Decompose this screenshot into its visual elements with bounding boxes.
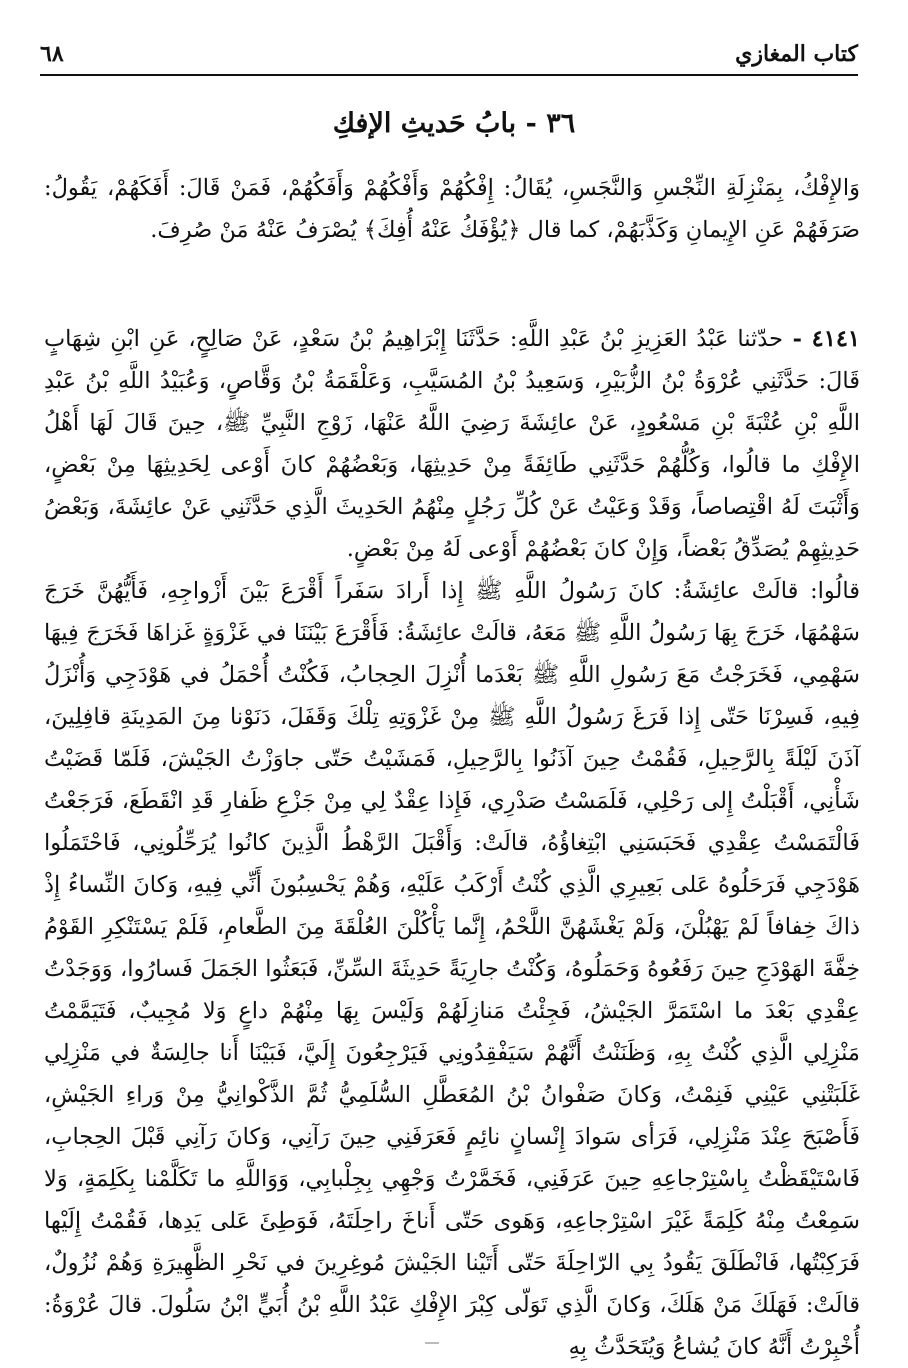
hadith-paragraph-narration: قالُوا: قالَتْ عائِشَةُ: كانَ رَسُولُ اللَّهِ ﷺ إِذا أَرادَ سَفَراً أَقْرَعَ بَيْنَ أَزْواجِهِ، فَأَيُّهُنَّ خَرَجَ سَهْمُهَا، خَرَجَ بِهَا رَسُولُ اللَّهِ ﷺ مَعَهُ، قالَتْ عائِشَةُ: فَأَقْرَعَ بَيْنَنَا في غَزْوَةٍ غَزاهَا فَخَرَجَ فِيهَا سَهْمِي، فَخَرَجْتُ مَعَ رَسُولِ اللَّهِ ﷺ بَعْدَما أُنْزِلَ الحِجابُ، فَكُنْتُ أُحْمَلُ في هَوْدَجِي وَأُنْزَلُ فِيهِ، فَسِرْنَا حَتّى إِذا فَرَغَ رَسُولُ اللَّهِ ﷺ مِنْ غَزْوَتِهِ تِلْكَ وَقَفَلَ، دَنَوْنا مِنَ المَدِينَةِ قافِلِينَ، آذَنَ لَيْلَةً بِالرَّحِيلِ، فَقُمْتُ حِينَ آذَنُوا بِالرَّحِيلِ، فَمَشَيْتُ حَتّى جاوَزْتُ الجَيْشَ، فَلَمّا قَضَيْتُ شَأْنِي، أَقْبَلْتُ إِلى رَحْلِي، فَلَمَسْتُ صَدْرِي، فَإِذا عِقْدٌ لِي مِنْ جَزْعِ ظَفارِ قَدِ انْقَطَعَ، فَرَجَعْتُ فَالْتَمَسْتُ عِقْدِي فَحَبَسَنِي ابْتِغاؤُهُ، قالَتْ: وَأَقْبَلَ الرَّهْطُ الَّذِينَ كانُوا يُرَحِّلُونِي، فَاحْتَمَلُوا هَوْدَجِي فَرَحَلُوهُ عَلى بَعِيرِي الَّذِي كُنْتُ أَرْكَبُ عَلَيْهِ، وَهُمْ يَحْسِبُونَ أَنِّي فِيهِ، وَكانَ النِّساءُ إِذْ ذاكَ خِفافاً لَمْ يَهْبُلْنَ، وَلَمْ يَغْشَهُنَّ اللَّحْمُ، إِنَّما يَأْكُلْنَ العُلْقَةَ مِنَ الطَّعامِ، فَلَمْ يَسْتَنْكِرِ القَوْمُ خِفَّةَ الهَوْدَجِ حِينَ رَفَعُوهُ وَحَمَلُوهُ، وَكُنْتُ جارِيَةً حَدِيثَةَ السِّنِّ، فَبَعَثُوا الجَمَلَ فَسارُوا، وَوَجَدْتُ عِقْدِي بَعْدَ ما اسْتَمَرَّ الجَيْشُ، فَجِئْتُ مَنازِلَهُمْ وَلَيْسَ بِهَا مِنْهُمْ داعٍ وَلا مُجِيبٌ، فَتَيَمَّمْتُ مَنْزِلِي الَّذِي كُنْتُ بِهِ، وَظَنَنْتُ أَنَّهُمْ سَيَفْقِدُونِي فَيَرْجِعُونَ إِلَيَّ، فَبَيْنَا أَنا جالِسَةٌ في مَنْزِلِي غَلَبَتْنِي عَيْنِي فَنِمْتُ، وَكانَ صَفْوانُ بْنُ المُعَطَّلِ السُّلَمِيُّ ثُمَّ الذَّكْوانِيُّ مِنْ وَراءِ الجَيْشِ، فَأَصْبَحَ عِنْدَ مَنْزِلِي، فَرَأى سَوادَ إِنْسانٍ نائِمٍ فَعَرَفَنِي حِينَ رَآنِي، وَكانَ رَآنِي قَبْلَ الحِجابِ، فَاسْتَيْقَظْتُ بِاسْتِرْجاعِهِ حِينَ عَرَفَنِي، فَخَمَّرْتُ وَجْهِي بِجِلْبابِي، وَوَاللَّهِ ما تَكَلَّمْنا بِكَلِمَةٍ، وَلا سَمِعْتُ مِنْهُ كَلِمَةً غَيْرَ اسْتِرْجاعِهِ، وَهَوى حَتّى أَناخَ راحِلَتَهُ، فَوَطِئَ عَلى يَدِها، فَقُمْتُ إِلَيْها فَرَكِبْتُها، فَانْطَلَقَ يَقُودُ بِي الرّاحِلَةَ حَتّى أَتَيْنا الجَيْشَ مُوغِرِينَ في نَحْرِ الظَّهِيرَةِ وَهُمْ نُزُولٌ، قالَتْ: فَهَلَكَ مَنْ هَلَكَ، وَكانَ الَّذِي تَوَلّى كِبْرَ الإِفْكِ عَبْدُ اللَّهِ بْنُ أُبَيٍّ ابْنُ سَلُولَ. قالَ عُرْوَةُ: أُخْبِرْتُ أَنَّهُ كانَ يُشاعُ وَيُتَحَدَّثُ بِهِ: [44, 578, 860, 1360]
page-number: ٦٨: [40, 41, 64, 67]
scan-mark: [425, 1342, 439, 1344]
page-header: [40, 34, 858, 76]
running-title: كتاب المغازي: [735, 41, 858, 67]
hadith-paragraph-chain: حدّثنا عَبْدُ العَزِيزِ بْنُ عَبْدِ اللَّهِ: حَدَّثَنَا إِبْرَاهِيمُ بْنُ سَعْدٍ، عَنْ صَالِحٍ، عَنِ ابْنِ شِهَابٍ قَالَ: حَدَّثَنِي عُرْوَةُ بْنُ الزُّبَيْرِ، وَسَعِيدُ بْنُ المُسَيَّبِ، وَعَلْقَمَةُ بْنُ وَقَّاصٍ، وَعُبَيْدُ اللَّهِ بْنُ عَبْدِ اللَّهِ بْنِ عُتْبَةَ بْنِ مَسْعُودٍ، عَنْ عائِشَةَ رَضِيَ اللَّهُ عَنْهَا، زَوْجِ النَّبِيِّ ﷺ، حِينَ قَالَ لَهَا أَهْلُ الإِفْكِ ما قالُوا، وَكُلُّهُمْ حَدَّثَنِي طَائِفَةً مِنْ حَدِيثِهَا، وَبَعْضُهُمْ كانَ أَوْعى لِحَدِيثِهَا مِنْ بَعْضٍ، وَأَثْبَتَ لَهُ اقْتِصاصاً، وَقَدْ وَعَيْتُ عَنْ كُلِّ رَجُلٍ مِنْهُمُ الحَدِيثَ الَّذِي حَدَّثَنِي عَنْ عائِشَةَ، وَبَعْضُ حَدِيثِهِمْ يُصَدِّقُ بَعْضاً، وَإِنْ كانَ بَعْضُهُمْ أَوْعى لَهُ مِنْ بَعْضٍ.: [44, 326, 860, 562]
chapter-title: ٣٦ - بابُ حَديثِ الإفكِ: [332, 108, 576, 139]
hadith-number: ٤١٤١ -: [783, 326, 860, 352]
intro-paragraph: وَالإِفْكُ، بِمَنْزِلَةِ النِّجْسِ وَالنَّجَسِ، يُقَالُ: إِفْكُهُمْ وَأَفْكُهُمْ وَأَفَكُهُمْ، فَمَنْ قَالَ: أَفَكَهُمْ، يَقُولُ: صَرَفَهُمْ عَنِ الإِيمانِ وَكَذَّبَهُمْ، كما قال ﴿يُؤْفَكُ عَنْهُ أُفِكَ﴾ يُصْرَفُ عَنْهُ مَنْ صُرِفَ.: [44, 175, 860, 243]
hadith-text: [44, 318, 860, 1368]
